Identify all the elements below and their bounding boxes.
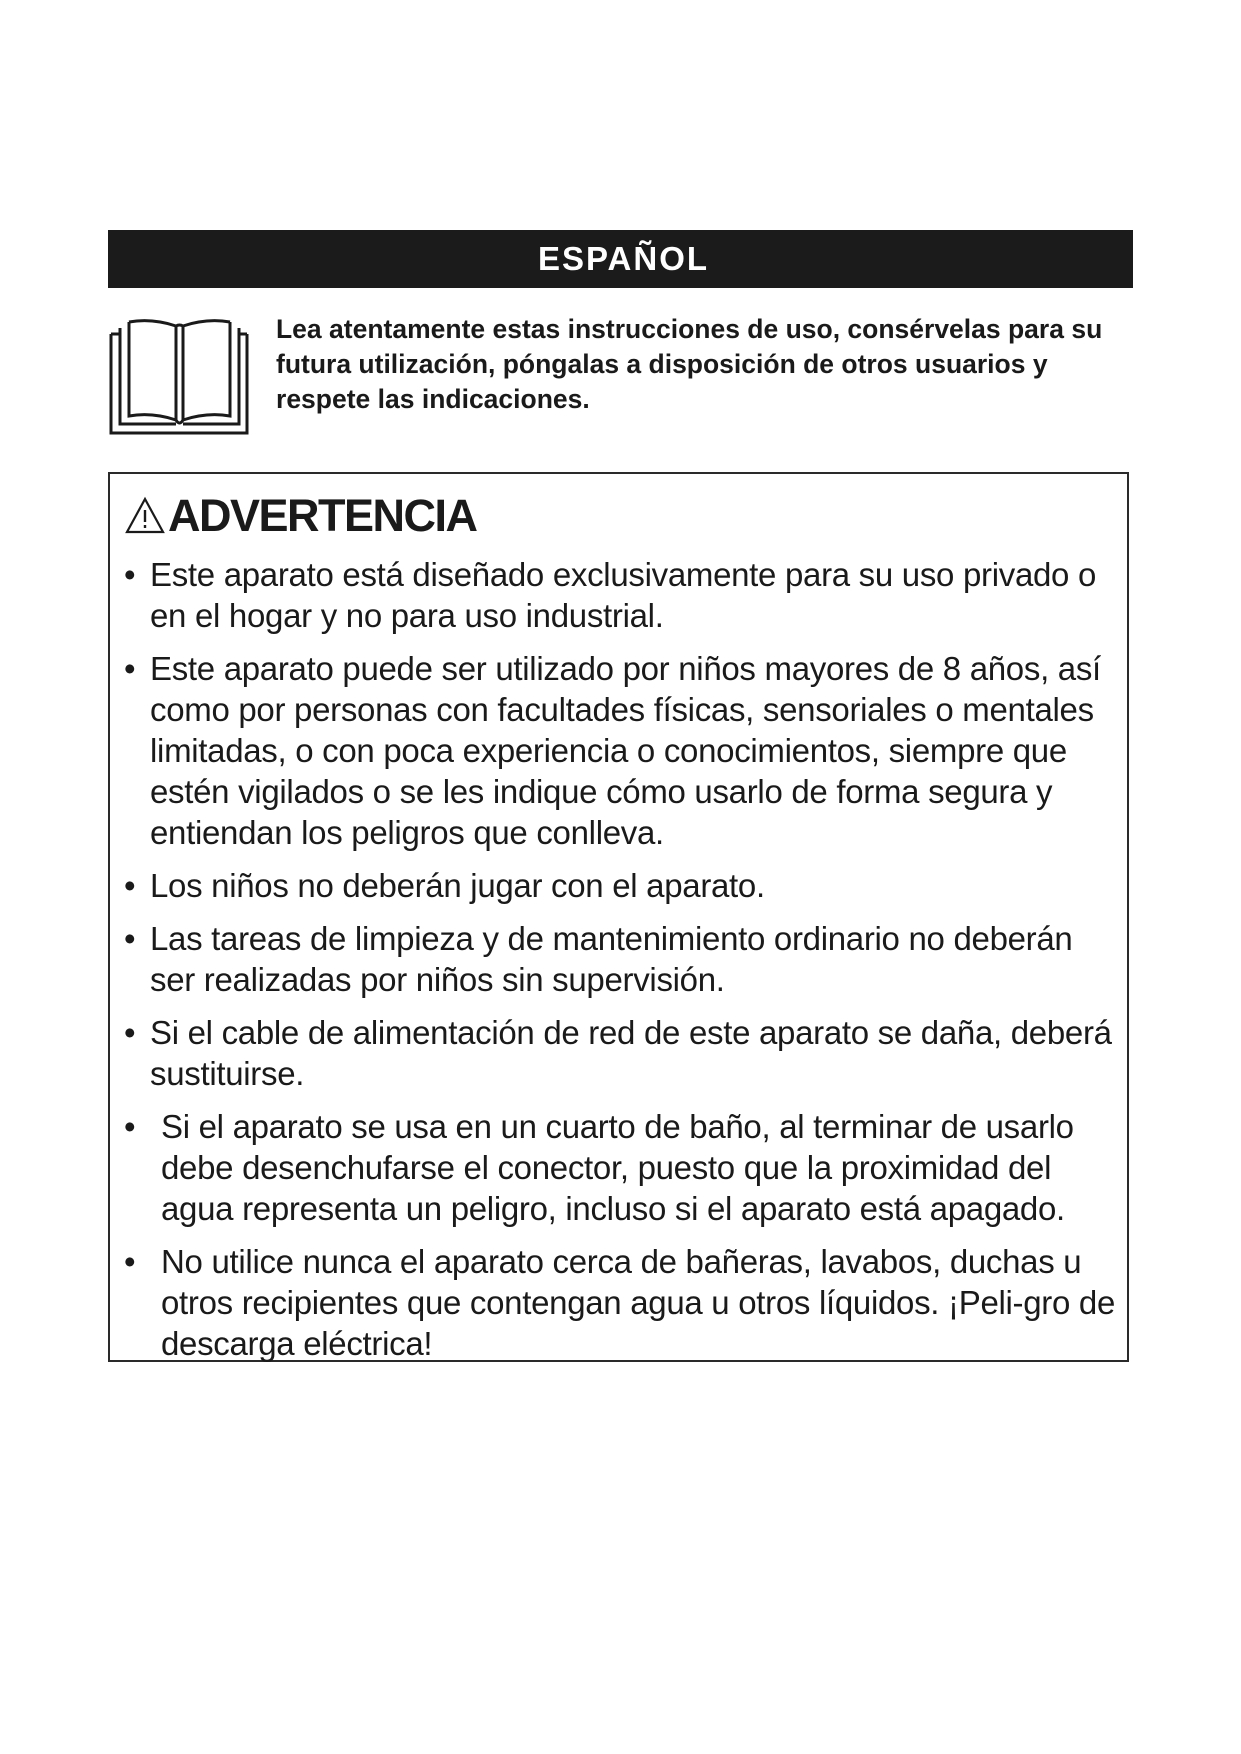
open-book-icon <box>108 316 252 436</box>
warning-item-text: No utilice nunca el aparato cerca de bañeras, lavabos, duchas u otros recipientes que contengan agua u otros líquidos. ¡Peli-gro de descarga eléctrica! <box>161 1243 1116 1362</box>
warning-item <box>124 918 1126 1000</box>
warning-triangle-icon <box>124 496 166 536</box>
bullet: • <box>124 556 136 593</box>
warning-item-text: Si el aparato se usa en un cuarto de baño, al terminar de usarlo debe desenchufarse el conector, puesto que la proximidad del agua representa un peligro, incluso si el aparato está apagado. <box>161 1108 1074 1227</box>
warning-item-text: Las tareas de limpieza y de mantenimiento ordinario no deberán ser realizadas por niños sin supervisión. <box>150 920 1073 998</box>
warning-item-text: Este aparato puede ser utilizado por niños mayores de 8 años, así como por personas con facultades físicas, sensoriales o mentales limitadas, o con poca experiencia o conocimientos, siempre que estén vigilados o se les indique cómo usarlo de forma segura y entiendan los peligros que conlleva. <box>150 650 1101 851</box>
bullet: • <box>124 1108 136 1145</box>
bullet: • <box>124 920 136 957</box>
warning-title: ADVERTENCIA <box>168 490 477 541</box>
warning-item-text: Los niños no deberán jugar con el aparato. <box>150 867 765 904</box>
intro-text: Lea atentamente estas instrucciones de uso, consérvelas para su futura utilización, póngalas a disposición de otros usuarios y respete las indicaciones. <box>276 314 1103 414</box>
warning-item-text: Si el cable de alimentación de red de este aparato se daña, deberá sustituirse. <box>150 1014 1112 1092</box>
warning-heading <box>124 488 477 544</box>
warning-item <box>124 1106 1126 1229</box>
bullet: • <box>124 867 136 904</box>
bullet: • <box>124 1243 136 1280</box>
language-label: ESPAÑOL <box>537 240 710 277</box>
intro-section <box>108 312 1136 442</box>
warning-list <box>124 554 1126 1376</box>
bullet: • <box>124 1014 136 1051</box>
warning-item-text: Este aparato está diseñado exclusivamente para su uso privado o en el hogar y no para uso industrial. <box>150 556 1097 634</box>
language-banner <box>108 230 1133 288</box>
warning-item <box>124 648 1126 853</box>
warning-item <box>124 865 1126 906</box>
warning-box <box>108 472 1129 1362</box>
bullet: • <box>124 650 136 687</box>
warning-item <box>124 1241 1126 1364</box>
warning-item <box>124 1012 1126 1094</box>
warning-item <box>124 554 1126 636</box>
